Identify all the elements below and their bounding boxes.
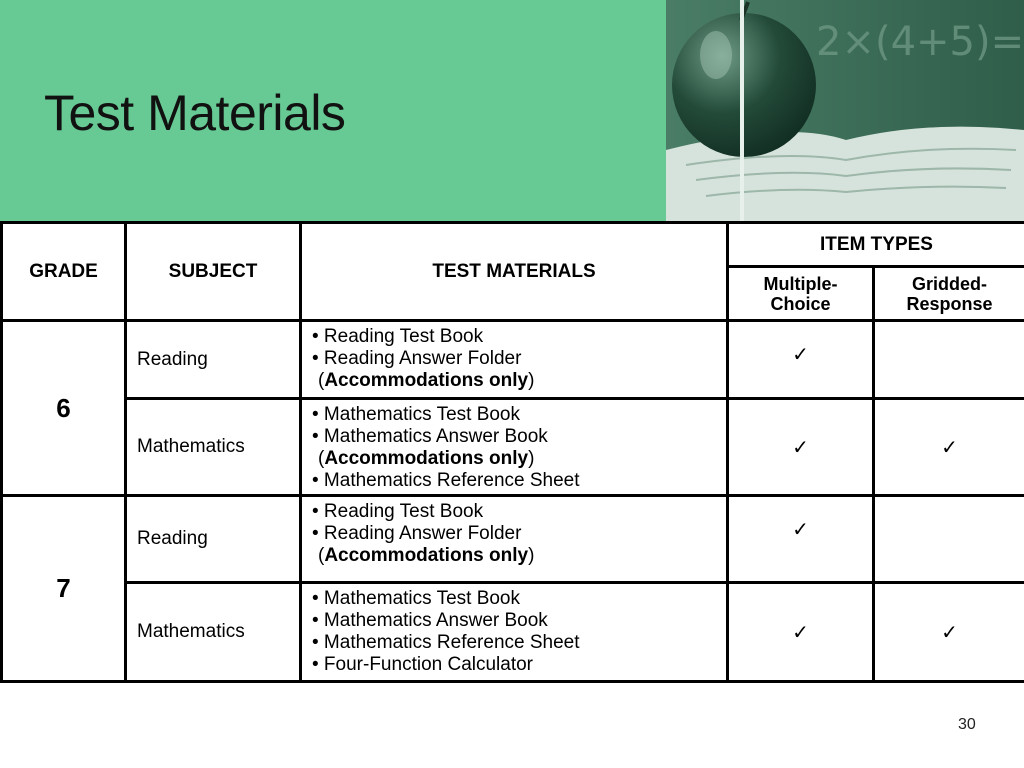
empty-cell	[874, 321, 1024, 399]
material-item: • Mathematics Answer Book	[312, 610, 548, 631]
check-icon: ✓	[728, 399, 874, 496]
apple-photo	[666, 0, 1024, 221]
material-item: • Mathematics Reference Sheet	[312, 632, 580, 653]
material-item: • Reading Answer Folder	[312, 523, 522, 544]
material-item: • Four-Function Calculator	[312, 654, 534, 675]
accommodation-text: Accommodations only	[324, 370, 529, 391]
grade-cell: 7	[2, 496, 126, 682]
table-row	[2, 496, 1024, 583]
header-test-materials: TEST MATERIALS	[301, 223, 728, 321]
header-multiple-choice-line2: Choice	[770, 293, 831, 314]
grade-cell: 6	[2, 321, 126, 496]
header-subject: SUBJECT	[126, 223, 301, 321]
accommodation-note: (Accommodations only)	[318, 545, 535, 566]
material-item: • Mathematics Test Book	[312, 404, 520, 425]
materials-cell	[301, 583, 728, 682]
slide-title: Test Materials	[44, 85, 346, 141]
test-materials-table	[0, 221, 1024, 683]
check-icon: ✓	[728, 321, 874, 399]
table-row	[2, 583, 1024, 682]
accommodation-text: Accommodations only	[324, 545, 529, 566]
check-icon: ✓	[728, 583, 874, 682]
header-item-types: ITEM TYPES	[728, 223, 1024, 267]
check-icon: ✓	[874, 399, 1024, 496]
subject-cell: Mathematics	[126, 399, 301, 496]
accommodation-note: (Accommodations only)	[318, 370, 535, 391]
material-item: • Reading Answer Folder	[312, 348, 522, 369]
subject-cell: Reading	[126, 321, 301, 399]
materials-cell	[301, 321, 728, 399]
material-item: • Mathematics Reference Sheet	[312, 470, 580, 491]
materials-cell	[301, 399, 728, 496]
accommodation-text: Accommodations only	[324, 448, 529, 469]
header-gridded-response-line2: Response	[906, 293, 993, 314]
material-item: • Mathematics Test Book	[312, 588, 520, 609]
material-item: • Mathematics Answer Book	[312, 426, 548, 447]
title-band	[0, 0, 666, 221]
check-icon: ✓	[874, 583, 1024, 682]
accommodation-note: (Accommodations only)	[318, 448, 535, 469]
header-gridded-response	[874, 267, 1024, 321]
header-grade: GRADE	[2, 223, 126, 321]
material-item: • Reading Test Book	[312, 326, 484, 347]
slide-number: 30	[958, 716, 976, 733]
material-item: • Reading Test Book	[312, 501, 484, 522]
subject-cell: Mathematics	[126, 583, 301, 682]
empty-cell	[874, 496, 1024, 583]
header-gridded-response-line1: Gridded-	[912, 273, 987, 294]
materials-cell	[301, 496, 728, 583]
table-row	[2, 321, 1024, 399]
header-multiple-choice-line1: Multiple-	[763, 273, 838, 294]
table-row	[2, 399, 1024, 496]
subject-cell: Reading	[126, 496, 301, 583]
svg-text:2×(4+5)=: 2×(4+5)=	[816, 19, 1024, 65]
header-multiple-choice	[728, 267, 874, 321]
check-icon: ✓	[728, 496, 874, 583]
